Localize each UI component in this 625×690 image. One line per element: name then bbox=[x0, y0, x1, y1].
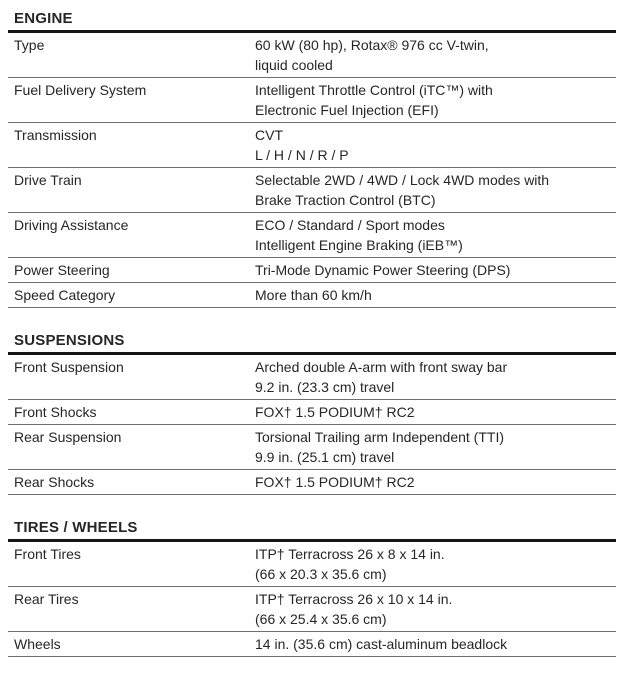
spec-row-speed-category bbox=[8, 283, 616, 308]
spec-value-line: ITP† Terracross 26 x 8 x 14 in. bbox=[255, 546, 445, 562]
spec-label: Power Steering bbox=[14, 262, 110, 278]
spec-row-front-suspension bbox=[8, 355, 616, 400]
spec-value-line: ITP† Terracross 26 x 10 x 14 in. bbox=[255, 591, 453, 607]
spec-value-line: liquid cooled bbox=[255, 57, 333, 73]
spec-value-line: (66 x 25.4 x 35.6 cm) bbox=[255, 611, 387, 627]
spec-label: Drive Train bbox=[14, 172, 82, 188]
spec-label: Driving Assistance bbox=[14, 217, 129, 233]
spec-value bbox=[255, 402, 616, 422]
spec-value bbox=[255, 472, 616, 492]
spec-row-type bbox=[8, 33, 616, 78]
spec-row-rear-shocks bbox=[8, 470, 616, 495]
spec-value-line: Brake Traction Control (BTC) bbox=[255, 192, 436, 208]
spec-value bbox=[255, 80, 616, 120]
section-suspensions bbox=[8, 332, 616, 495]
spec-value bbox=[255, 589, 616, 629]
spec-value bbox=[255, 215, 616, 255]
section-title: TIRES / WHEELS bbox=[8, 519, 616, 542]
spec-row-power-steering bbox=[8, 258, 616, 283]
spec-value-line: (66 x 20.3 x 35.6 cm) bbox=[255, 566, 387, 582]
spec-label: Transmission bbox=[14, 127, 97, 143]
spec-value-line: 9.9 in. (25.1 cm) travel bbox=[255, 449, 395, 465]
spec-value-line: More than 60 km/h bbox=[255, 287, 372, 303]
spec-value-line: Selectable 2WD / 4WD / Lock 4WD modes with bbox=[255, 172, 550, 188]
spec-value-line: Tri-Mode Dynamic Power Steering (DPS) bbox=[255, 262, 511, 278]
spec-label: Fuel Delivery System bbox=[14, 82, 147, 98]
spec-row-fuel-delivery-system bbox=[8, 78, 616, 123]
section-tires-wheels bbox=[8, 519, 616, 657]
spec-value bbox=[255, 285, 616, 305]
spec-value-line: ECO / Standard / Sport modes bbox=[255, 217, 445, 233]
spec-row-front-tires bbox=[8, 542, 616, 587]
spec-row-transmission bbox=[8, 123, 616, 168]
spec-label: Rear Shocks bbox=[14, 474, 95, 490]
spec-value-line: FOX† 1.5 PODIUM† RC2 bbox=[255, 474, 415, 490]
spec-value bbox=[255, 260, 616, 280]
spec-value-line: Electronic Fuel Injection (EFI) bbox=[255, 102, 439, 118]
section-title: ENGINE bbox=[8, 10, 616, 33]
spec-value-line: FOX† 1.5 PODIUM† RC2 bbox=[255, 404, 415, 420]
spec-value-line: Torsional Trailing arm Independent (TTI) bbox=[255, 429, 504, 445]
spec-value bbox=[255, 170, 616, 210]
spec-value bbox=[255, 357, 616, 397]
spec-value bbox=[255, 634, 616, 654]
spec-row-drive-train bbox=[8, 168, 616, 213]
spec-row-rear-tires bbox=[8, 587, 616, 632]
spec-value-line: CVT bbox=[255, 127, 283, 143]
spec-row-rear-suspension bbox=[8, 425, 616, 470]
spec-label: Front Shocks bbox=[14, 404, 97, 420]
spec-row-wheels bbox=[8, 632, 616, 657]
spec-value-line: Arched double A-arm with front sway bar bbox=[255, 359, 508, 375]
spec-label: Rear Suspension bbox=[14, 429, 122, 445]
spec-value-line: Intelligent Throttle Control (iTC™) with bbox=[255, 82, 493, 98]
spec-label: Type bbox=[14, 37, 45, 53]
spec-label: Front Suspension bbox=[14, 359, 124, 375]
spec-label: Wheels bbox=[14, 636, 61, 652]
spec-value bbox=[255, 125, 616, 165]
spec-value bbox=[255, 35, 616, 75]
spec-label: Speed Category bbox=[14, 287, 116, 303]
spec-value-line: Intelligent Engine Braking (iEB™) bbox=[255, 237, 463, 253]
spec-row-driving-assistance bbox=[8, 213, 616, 258]
spec-value-line: 60 kW (80 hp), Rotax® 976 cc V-twin, bbox=[255, 37, 489, 53]
spec-label: Rear Tires bbox=[14, 591, 79, 607]
spec-label: Front Tires bbox=[14, 546, 81, 562]
spec-value-line: L / H / N / R / P bbox=[255, 147, 349, 163]
spec-value bbox=[255, 544, 616, 584]
spec-value bbox=[255, 427, 616, 467]
spec-value-line: 14 in. (35.6 cm) cast-aluminum beadlock bbox=[255, 636, 508, 652]
section-engine bbox=[8, 10, 616, 308]
spec-value-line: 9.2 in. (23.3 cm) travel bbox=[255, 379, 395, 395]
spec-row-front-shocks bbox=[8, 400, 616, 425]
section-title: SUSPENSIONS bbox=[8, 332, 616, 355]
